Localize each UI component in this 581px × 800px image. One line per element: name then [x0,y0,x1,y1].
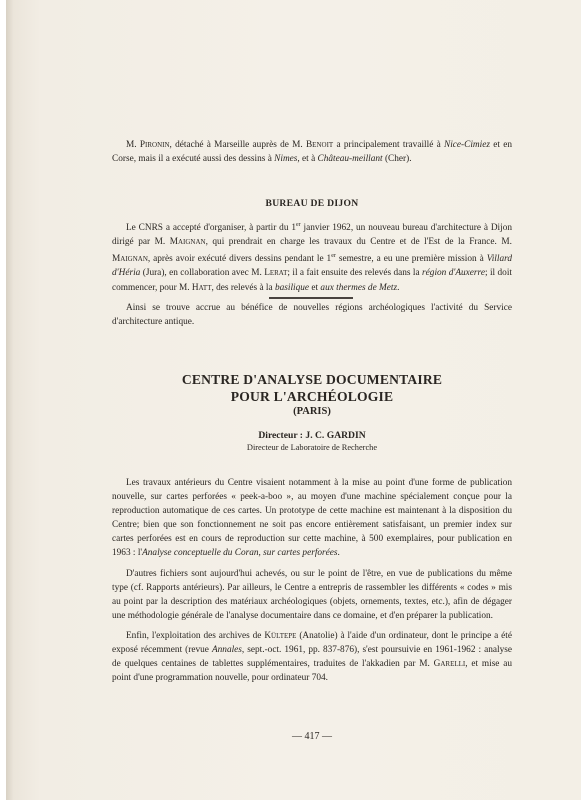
text-run: Les travaux antérieurs du Centre visaient notamment à la mise au point d'une forme de publication nouvelle, sur cartes perforées « peek-a-boo », au moyen d'une machine spécialement conçue pour la reproduction automatique de ces cartes. Un prototype de cette machine est maintenant à la disposition du Centre; bien que son fonctionnement ne soit pas encore entièrement satisfaisant, un premier index sur cartes perforées est en cours de reproduction sur cette machine, à 500 exemplaires, pour publication en 1963 : l' [112,478,512,559]
text-run: Benoit [305,140,334,150]
section-divider [269,297,353,299]
text-run: Villard d'Héria [112,254,513,279]
director-label: Directeur : [258,430,306,441]
intro-section [112,138,512,166]
binding-shadow [6,0,14,800]
centre-place: (PARIS) [293,406,331,417]
text-run: ; il doit commencer, pour M. [112,268,512,293]
text-run: a principalement travaillé à [333,140,444,150]
text-run: et [309,282,321,293]
centre-title-line-2: POUR L'ARCHÉOLOGIE [230,389,394,404]
text-run: er [296,222,301,228]
section-title-dijon: BUREAU DE DIJON [265,198,359,209]
text-run: Annales [211,645,242,656]
page-number: — 417 — [292,731,332,742]
text-run: (Anatolie) à l'aide d'un ordinateur, dont le principe a été exposé récemment (revue [112,630,512,656]
director-role: Directeur de Laboratoire de Recherche [246,443,378,452]
text-run: Ainsi se trouve accrue au bénéfice de nouvelles régions archéologiques l'activité du Service d'architecture antique. [112,302,512,327]
text-run: Maignan [112,254,148,265]
text-run: . [337,548,340,559]
director-name: J. C. GARDIN [305,430,366,441]
text-run: Kültepe [264,630,297,641]
text-run: (Cher). [382,154,412,165]
text-run: Lerat [264,268,288,279]
dijon-section [112,218,512,329]
intro-paragraph [112,138,512,166]
text-run: Pironin [139,140,170,150]
text-run: semestre, a eu une première mission à [335,254,487,265]
text-run: Hatt [191,282,212,293]
text-run: . [397,282,400,293]
text-run: Nice-Cimiez [444,140,490,150]
text-run: Maignan [169,237,206,248]
dijon-paragraph-2 [112,301,512,329]
text-run: ; il a fait ensuite des relevés dans la [287,268,423,279]
text-run: aux thermes de Metz [320,282,398,293]
text-run: Nimes [274,154,298,165]
text-run: Enfin, l'exploitation des archives de [126,630,265,641]
text-run: Garelli [433,659,466,670]
dijon-paragraph-1 [112,218,512,295]
text-run: (Jura), en collaboration avec M. [140,268,265,279]
text-run: , et mise au point d'une programmation nouvelle, pour ordinateur 704. [112,659,513,684]
centre-paragraph-2 [112,567,512,623]
text-run: et en Corse, mais il a exécuté aussi des dessins à [112,140,512,165]
centre-paragraph-3 [112,629,512,685]
director-line [112,430,512,441]
text-run: basilique [274,282,310,293]
text-run: D'autres fichiers sont aujourd'hui achevés, ou sur le point de l'être, en vue de publications du même type (cf. Rapports antérieurs). Par ailleurs, le Centre a entrepris de rassembler les différents « codes » mis au point par la description des matériaux archéologiques (objets, ornements, textes, etc.), afin de dégager une méthodologie générale de l'analyse documentaire dans ce domaine, et d'en préparer la publication. [112,568,512,621]
centre-paragraph-1 [112,476,512,561]
text-run: , et à [297,154,318,165]
text-run: région d'Auxerre [422,268,485,279]
text-run: , détaché à Marseille auprès de M. [169,140,306,150]
text-run: Analyse conceptuelle du Coran, sur cartes perforées [142,548,338,559]
centre-section [112,476,512,685]
text-run: janvier 1962, un nouveau bureau d'architecture à Dijon dirigé par M. [112,223,512,248]
text-run: , des relevés à la [211,282,275,293]
text-run: , après avoir exécuté divers dessins pendant le 1 [147,254,332,265]
text-run: Le CNRS a accepté d'organiser, à partir du 1 [126,223,296,234]
text-run: Château-meillant [317,154,383,165]
text-run: , qui prendrait en charge les travaux du Centre et de l'Est de la France. M. [205,237,512,248]
text-run: er [331,253,336,260]
text-run: , sept.-oct. 1961, pp. 837-876), s'est poursuivie en 1961-1962 : analyse de quelques centaines de tablettes supplémentaires, traduites de l'akkadien par M. [112,645,513,670]
centre-title-line-1: CENTRE D'ANALYSE DOCUMENTAIRE [181,372,443,387]
text-run: M. [126,140,140,150]
